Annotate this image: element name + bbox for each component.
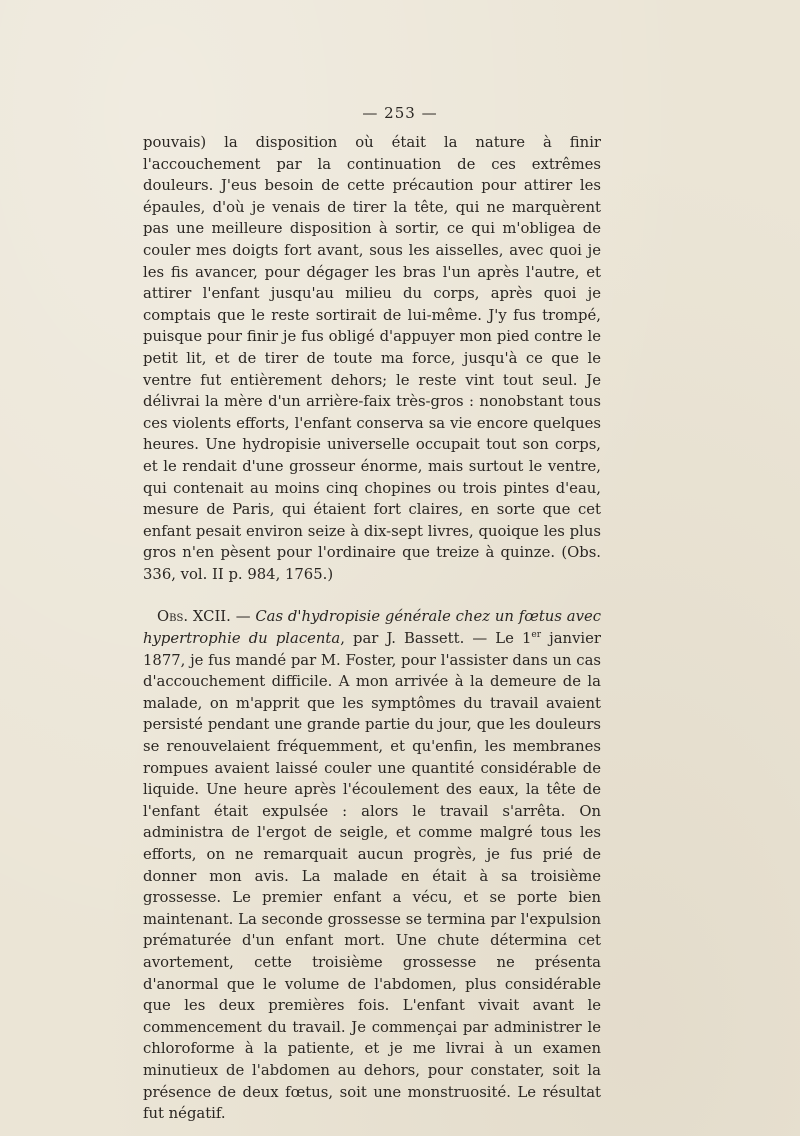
paragraph-continuation: pouvais) la disposition où était la nature à finir l'accouchement par la continuation de ces extrêmes douleurs. J'eus besoin de cette précaution pour attirer les épaules, d'où je venais de tirer la tête, qui ne marquèrent pas une meilleure disposition à sortir, ce qui m'obligea de couler mes doigts fort avant, sous les aisselles, avec quoi je les fis avancer, pour dégager les bras l'un après l'autre, et attirer l'enfant jusqu'au milieu du corps, après quoi je comptais que le reste sortirait de lui-même. J'y fus trompé, puisque pour finir je fus obligé d'appuyer mon pied contre le petit lit, et de tirer de toute ma force, jusqu'à ce que le ventre fut entièrement dehors; le reste vint tout seul. Je délivrai la mère d'un arrière-faix très-gros : nonobstant tous ces violents efforts, l'enfant conserva sa vie encore quelques heures. Une hydropisie universelle occupait tout son corps, et le rendait d'une grosseur énorme, mais surtout le ventre, qui contenait au moins cinq chopines ou trois pintes d'eau, mesure de Paris, qui étaient fort claires, en sorte que cet enfant pesait environ seize à dix-sept livres, quoique les plus gros n'en pèsent pour l'ordinaire que treize à quinze. (Obs. 336, vol. II p. 984, 1765.) — [143, 134, 601, 583]
date-superscript: er — [531, 630, 542, 641]
page-number: — 253 — — [362, 104, 438, 122]
observation-title: Cas d'hydropisie générale chez un fœtus avec hypertrophie du placenta — [143, 608, 601, 648]
observation-author: , par J. Bassett. — Le 1 — [340, 630, 532, 648]
body-text — [143, 132, 601, 1125]
observation-text: janvier 1877, je fus mandé par M. Foster, pour l'assister dans un cas d'accouchement difficile. A mon arrivée à la demeure de la malade, on m'apprit que les symptômes du travail avaient persisté pendant une grande partie du jour, que les douleurs se renouvelaient fréquemment, et qu'enfin, les membranes rompues avaient laissé couler une quantité considérable de liquide. Une heure après l'écoulement des eaux, la tête de l'enfant était expulsée : alors le travail s'arrêta. On administra de l'ergot de seigle, et comme malgré tous les efforts, on ne remarquait aucun progrès, je fus prié de donner mon avis. La malade en était à sa troisième grossesse. Le premier enfant a vécu, et se porte bien maintenant. La seconde grossesse se termina par l'expulsion prématurée d'un enfant mort. Une chute détermina cet avortement, cette troisième grossesse ne présenta d'anormal que le volume de l'abdomen, plus considérable que les deux premières fois. L'enfant vivait avant le commencement du travail. Je commençai par administrer le chloroforme à la patiente, et je me livrai à un examen minutieux de l'abdomen au dehors, pour constater, soit la présence de deux fœtus, soit une monstruosité. Le résultat fut négatif. — [143, 630, 601, 1123]
paragraph-observation-92 — [143, 606, 601, 1124]
observation-label: Obs. XCII. — — [157, 608, 251, 626]
